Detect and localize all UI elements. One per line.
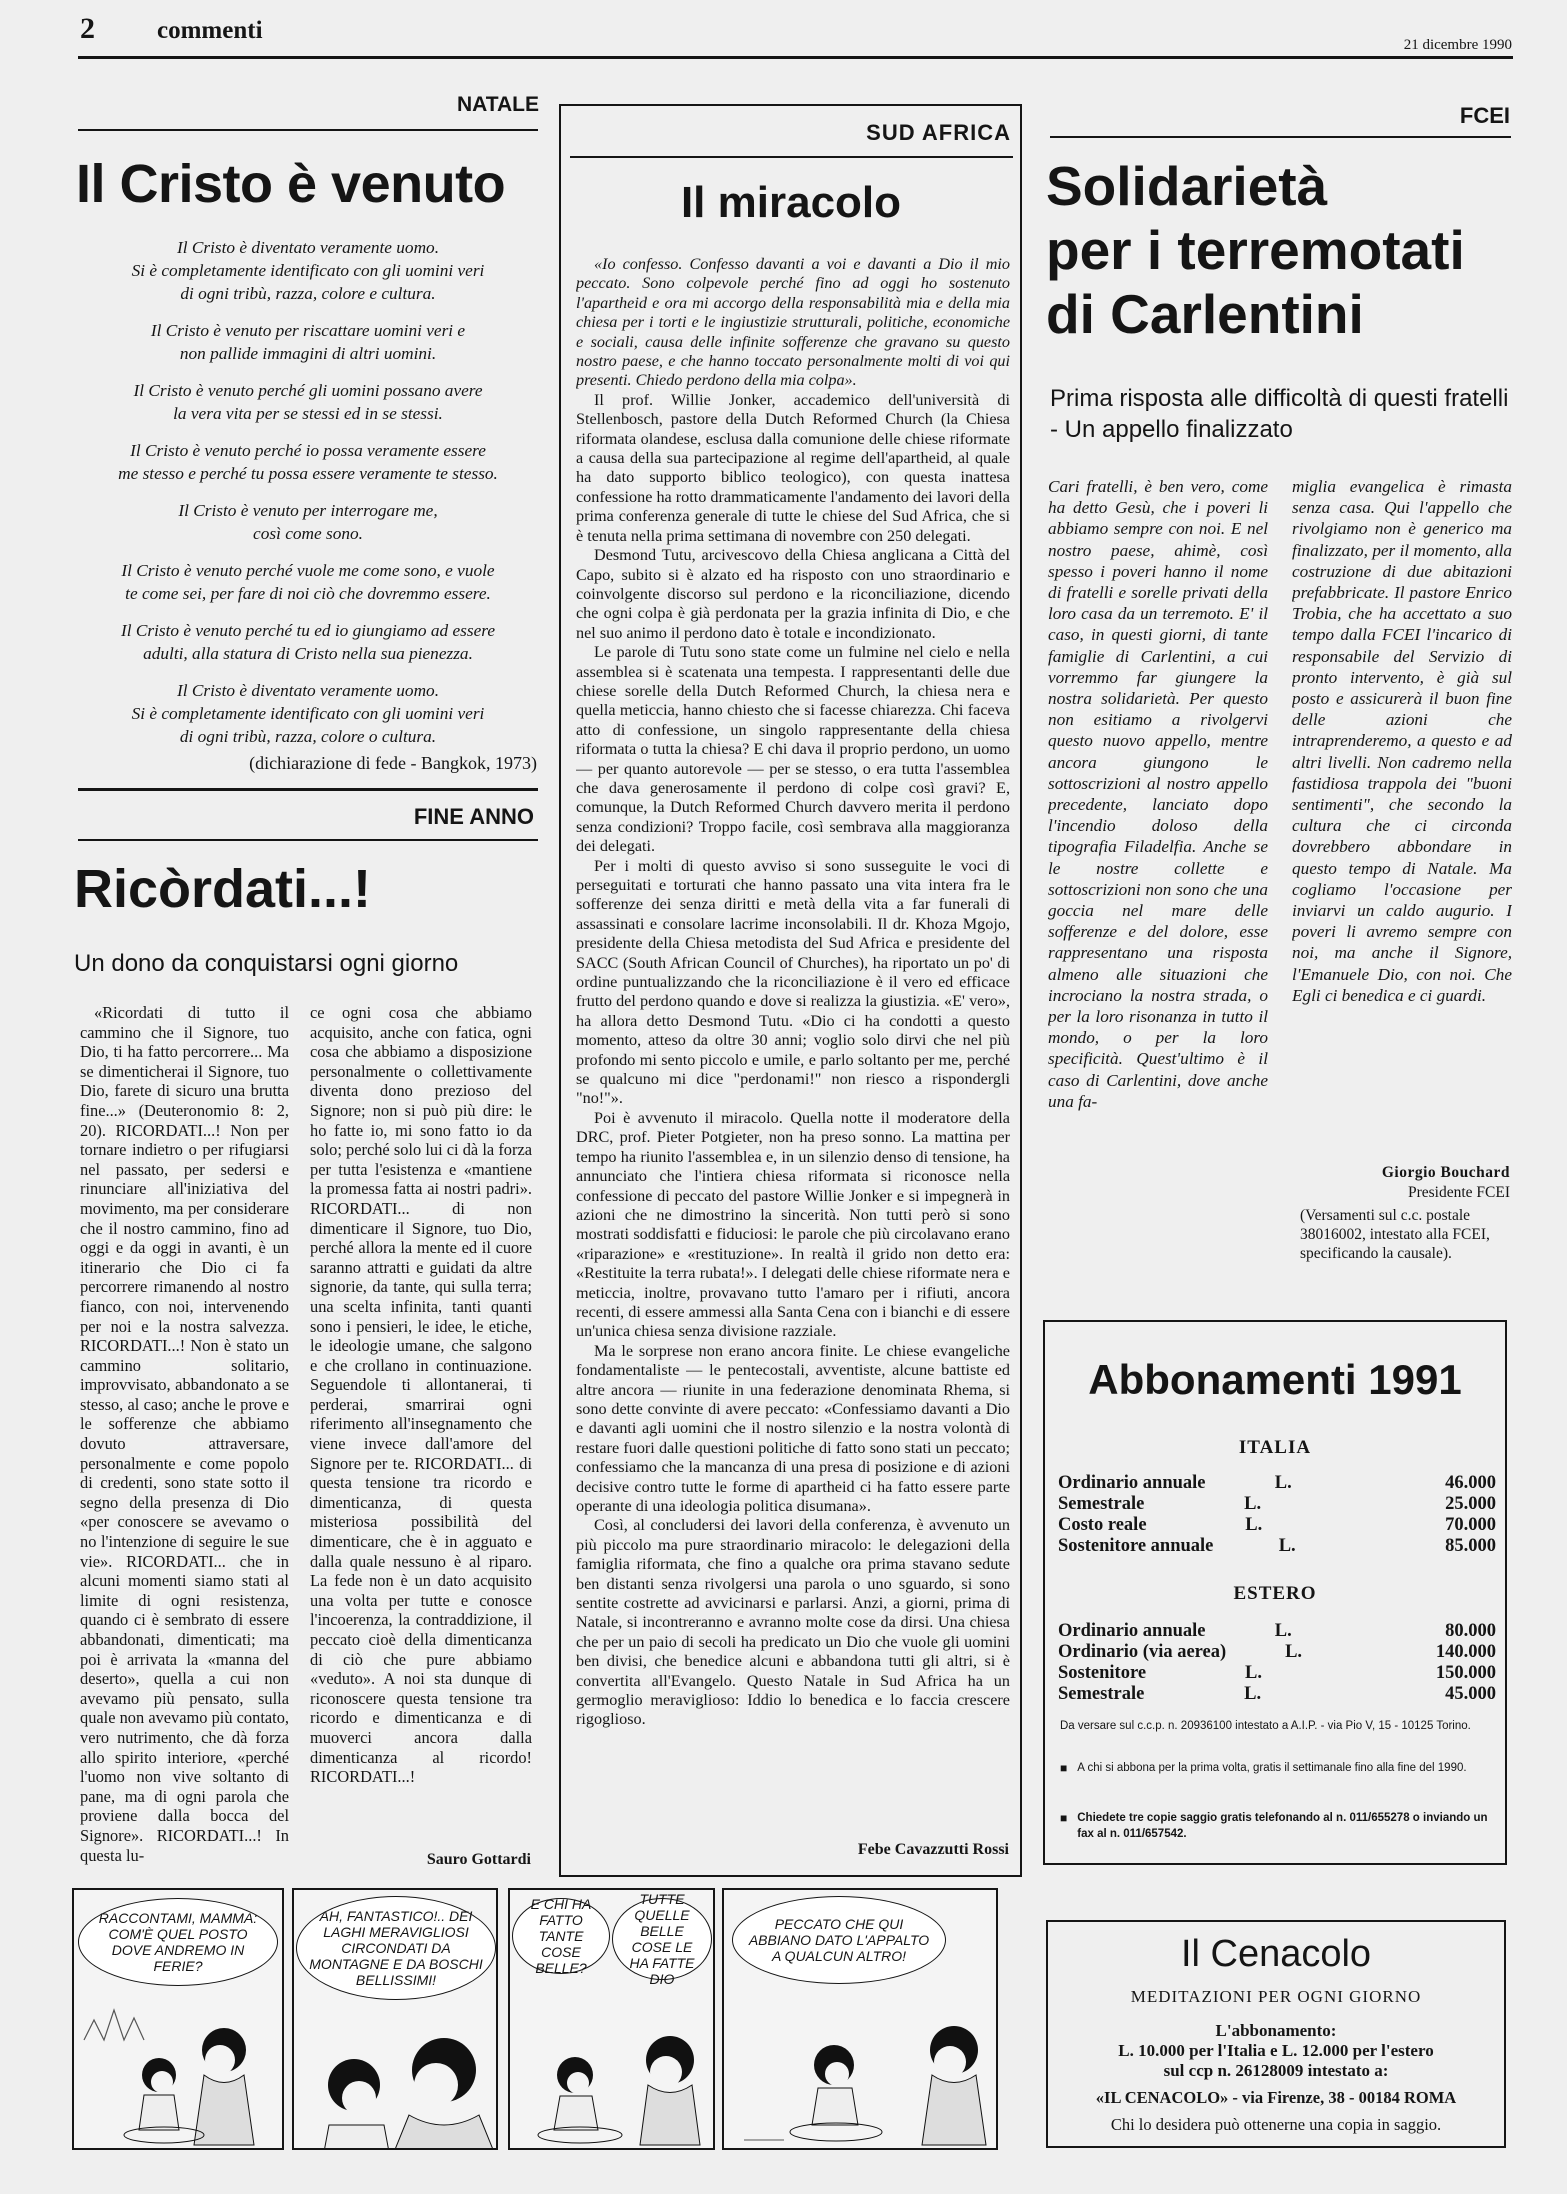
poem-line: Il Cristo è venuto perché io possa veramente essere bbox=[130, 441, 486, 460]
rule bbox=[78, 788, 538, 791]
rule bbox=[78, 129, 538, 131]
poem-line: la vera vita per se stessi ed in se stessi. bbox=[173, 404, 443, 423]
cenacolo-l5: Chi lo desidera può ottenerne una copia in saggio. bbox=[1110, 2115, 1442, 2134]
poem-line: non pallide immagini di altri uomini. bbox=[179, 344, 437, 363]
price-name: Ordinario annuale bbox=[1058, 1473, 1206, 1493]
cenacolo-title: Il Cenacolo bbox=[1180, 1933, 1372, 1975]
poem-stanza bbox=[74, 499, 542, 545]
bullet-icon: ■ bbox=[1060, 1761, 1068, 1775]
speech-bubble: AH, FANTASTICO!.. DEI LAGHI MERAVIGLIOSI CIRCONDATI DA MONTAGNE E DA BOSCHI BELLISSIMI! bbox=[296, 1896, 496, 2000]
rule bbox=[78, 839, 538, 841]
price-name: Semestrale bbox=[1058, 1494, 1145, 1514]
fine-anno-subtitle: Un dono da conquistarsi ogni giorno bbox=[74, 950, 459, 977]
masthead-rule bbox=[78, 56, 1513, 59]
natale-poem bbox=[74, 236, 542, 762]
article-paragraph: Le parole di Tutu sono state come un fulmine nel cielo e nella assemblea si è scatenata una tempesta. I rappresentanti delle due chiese sorelle della Dutch Reformed Church, la chiesa nera e quella meticcia, hanno chiesto che si facesse chiarezza. Chi faceva atto di confessione, un singolo rappresentante della chiesa riformata o tutta la chiesa? E chi dava il proprio perdono, un uomo — per quanto autorevole — per se stesso, o era tutta l'assemblea che dava generosamente il perdono di colpe così gravi? E, comunque, la Dutch Reformed Church davvero merita il perdono senza condizioni? Troppo facile, così sembrava alla maggioranza dei delegati. bbox=[576, 643, 1010, 856]
speech-bubble: E CHI HA FATTO TANTE COSE BELLE? bbox=[512, 1898, 610, 1974]
abbonamenti-note1: ■ A chi si abbona per la prima volta, gratis il settimanale fino alla fine del 1990. bbox=[1060, 1761, 1467, 1775]
price-cur: L. bbox=[1245, 1515, 1263, 1535]
fine-anno-kicker: FINE ANNO bbox=[413, 804, 534, 829]
fine-anno-col2: ce ogni cosa che abbiamo acquisito, anche con fatica, ogni cosa che abbiamo a disposizione personalmente o collettivamente diventa dono prezioso del Signore; non si può più dire: le ho fatte io, mi sono fatto io da solo; perché solo lui ci dà la forza per tutta l'esistenza e «mantiene la promessa fatta ai nostri padri». RICORDATI... di non dimenticare il Signore, tuo Dio, perché allora la mente ed il cuore saranno attratti e guidati da altre signorie, da tante, qui sulla terra; una scelta infinita, tanti quanti sono i pensieri, le idee, le etiche, le ideologie umane, che salgono e che crollano in continuazione. Seguendole ti allontanerai, ti perderai, smarrirai ogni riferimento all'insegnamento che viene invece dall'amore del Signore per te. RICORDATI... di questa tensione tra ricordo e dimenticanza, di questa misteriosa possibilità del dimenticare, che è in agguato e dalla quale nessuno è al riparo. La fede non è un dato acquisito una volta per tutte e conosce l'incoerenza, la contraddizione, il peccato cioè della dimenticanza di ciò che pure abbiamo «veduto». A noi sta dunque di riconoscere questa tensione tra ricordo e dimenticanza e di muoverci ancora dalla dimenticanza al ricordo! RICORDATI...! bbox=[310, 1003, 532, 1787]
poem-line: Il Cristo è venuto perché gli uomini possano avere bbox=[133, 381, 483, 400]
poem-line: me stesso e perché tu possa essere veramente te stesso. bbox=[118, 464, 498, 483]
estero-prices bbox=[1058, 1621, 1496, 1705]
cenacolo-l2: L. 10.000 per l'Italia e L. 12.000 per l'estero bbox=[1118, 2041, 1434, 2060]
price-row bbox=[1058, 1663, 1496, 1684]
natale-source: (dichiarazione di fede - Bangkok, 1973) bbox=[249, 753, 537, 773]
price-row bbox=[1058, 1473, 1496, 1494]
price-price: 46.000 bbox=[1445, 1473, 1496, 1493]
price-price: 25.000 bbox=[1445, 1494, 1496, 1514]
price-price: 80.000 bbox=[1445, 1621, 1496, 1641]
fcei-col1: Cari fratelli, è ben vero, come ha detto Gesù, che i poveri li abbiamo sempre con noi. E nel nostro paese, ahimè, così spesso i poveri hanno il nome di fratelli e sorelle privati della loro casa da un terremoto. E' il caso, in questi giorni, di tante famiglie di Carlentini, a cui vorremmo far giungere la nostra solidarietà. Per questo non esitiamo a rivolgervi questo nuovo appello, mentre ancora giungono le sottoscrizioni al nostro appello precedente, lanciato dopo l'incendio doloso della tipografia Filadelfia. Anche se le nostre collette e sottoscrizioni non sono che una goccia nel mare delle sofferenze e del dolore, esse rappresentano una risposta almeno alle situazioni che incrociano la nostra strada, o per la loro risonanza in tutto il mondo, o per la loro specificità. Quest'ultimo è il caso di Carlentini, dove anche una fa- bbox=[1048, 477, 1268, 1111]
italia-label: ITALIA bbox=[1238, 1437, 1312, 1458]
poem-line: Il Cristo è diventato veramente uomo. bbox=[176, 681, 440, 700]
article-paragraph: Desmond Tutu, arcivescovo della Chiesa anglicana a Città del Capo, subito si è alzato ed ha risposto con uno straordinario e coinvolgente discorso sul perdono e la riconciliazione, dicendo che ogni colpa è già perdonata per la grazia infinita di Dio, e che nel suo animo il perdono dato è totale e incondizionato. bbox=[576, 546, 1010, 642]
comic-panel-3 bbox=[508, 1888, 715, 2150]
article-paragraph: Per i molti di questo avviso si sono susseguite le voci di perseguitati e torturati che hanno passato una vita intera fra le sofferenze dei senza diritti e metà della vita a far funerali di assassinati e consolare lacrime inconsolabili. Il dr. Khoza Mgojo, presidente della Chiesa metodista del Sud Africa e presidente del SACC (South African Council of Churches), ha riportato un po' di ordine puntualizzando che la riconciliazione è il vero ed efficace frutto del perdono quando e dove si realizza la giustizia. «E' vero», ha allora detto Desmond Tutu. «Dio ci ha condotti a questo momento, atteso da oltre 30 anni; voglio solo dirvi che nel più profondo mi sento piccolo e umile, e parlo soltanto per me, perché se qualcuno mi dice "perdonami!" non riesco a rispondergli "no!"». bbox=[576, 856, 1010, 1108]
rule bbox=[570, 156, 1013, 158]
price-name: Ordinario (via aerea) bbox=[1058, 1642, 1227, 1662]
poem-stanza bbox=[74, 439, 542, 485]
sud-africa-signature: Febe Cavazzutti Rossi bbox=[857, 1841, 1009, 1858]
article-paragraph: Il prof. Willie Jonker, accademico dell'università di Stellenbosch, pastore della Dutch Reformed Church (la Chiesa riformata olandese, esclusa dalla comunione delle chiese riformate a causa della sua partecipazione al regime dell'apartheid, al quale ha dato supporto biblico teologico), con questa inattesa confessione ha rotto drammaticamente l'andamento dei lavori della prima conferenza generale di tutte le chiese del Sud Africa, che si è tenuta nella prima settimana di novembre con 250 delegati. bbox=[576, 390, 1010, 545]
fcei-kicker: FCEI bbox=[1459, 103, 1510, 128]
price-price: 150.000 bbox=[1435, 1663, 1496, 1683]
price-price: 140.000 bbox=[1435, 1642, 1496, 1662]
article-paragraph: Ma le sorprese non erano ancora finite. Le chiese evangeliche fondamentaliste — le pentecostali, avventiste, alcune battiste ed altre ancora — riunite in una federazione denominata Rhema, si sono dette convinte di avere peccato: «Confessiamo davanti a Dio e davanti agli uomini che il nostro silenzio e la nostra volontà di restare fuori dalle questioni politiche di fatto sono stati un peccato; confessiamo che la mancanza di una presa di posizione e di azioni decisive contro tutte le forme di apartheid ci ha fatto essere parte operante di una ideologia politica disumana». bbox=[576, 1341, 1010, 1515]
mother-child-drawing bbox=[294, 1890, 498, 2150]
poem-stanza bbox=[74, 236, 542, 305]
fine-anno-col1: «Ricordati di tutto il cammino che il Signore, tuo Dio, ti ha fatto percorrere... Ma se dimenticherai il Signore, tuo Dio, farete di sicuro una brutta fine...» (Deuteronomio 8: 2, 20). RICORDATI...! Non per tornare indietro o per rifugiarsi nel passato, per sedersi e rinunciare all'iniziativa del movimento, ma per considerare che il nostro cammino, fino ad oggi e da oggi in avanti, è un itinerario che Dio ci fa percorrere rimanendo al nostro fianco, con noi, intervenendo per noi e la nostra salvezza. RICORDATI...! Non è stato un cammino solitario, improvvisato, abbandonato a se stesso, al caso; anche le prove e le sofferenze che abbiamo dovuto attraversare, personalmente e come popolo di credenti, sono state sotto il segno della presenza di Dio «per conoscere se avevamo o no l'intenzione di seguire le sue vie». RICORDATI... che in alcuni momenti siamo stati al limite di ogni resistenza, quando ci è sembrato di essere abbandonati, dimenticati; ma poi è arrivata la «manna del deserto», quella a cui non avevamo più pensato, sulla quale non avevamo più contato, vero nutrimento, che dà forza allo spirito interiore, «perché l'uomo non vive soltanto di pane, ma di ogni parola che proviene dalla bocca del Signore». RICORDATI...! In questa lu- bbox=[80, 1003, 289, 1865]
price-cur: L. bbox=[1245, 1663, 1262, 1683]
abbonamenti-title: Abbonamenti 1991 bbox=[1088, 1356, 1462, 1403]
poem-stanza bbox=[74, 559, 542, 605]
speech-bubble: RACCONTAMI, MAMMA: COM'È QUEL POSTO DOVE ANDREMO IN FERIE? bbox=[78, 1898, 278, 1986]
poem-stanza bbox=[74, 619, 542, 665]
mother-child-drawing bbox=[724, 1890, 998, 2150]
estero-label: ESTERO bbox=[1233, 1583, 1317, 1604]
price-row bbox=[1058, 1621, 1496, 1642]
speech-bubble: PECCATO CHE QUI ABBIANO DATO L'APPALTO A QUALCUN ALTRO! bbox=[732, 1896, 946, 1984]
poem-line: Il Cristo è venuto per interrogare me, bbox=[178, 501, 438, 520]
sud-africa-title: Il miracolo bbox=[680, 178, 902, 227]
price-row bbox=[1058, 1494, 1496, 1515]
poem-line: Il Cristo è venuto per riscattare uomini veri e bbox=[150, 321, 466, 340]
fcei-signature: Giorgio Bouchard bbox=[1381, 1164, 1510, 1181]
cenacolo-subtitle: MEDITAZIONI PER OGNI GIORNO bbox=[1130, 1987, 1422, 2006]
price-row bbox=[1058, 1515, 1496, 1536]
section-name: commenti bbox=[157, 17, 263, 44]
poem-line: te come sei, per fare di noi ciò che dovremmo essere. bbox=[125, 584, 491, 603]
price-name: Sostenitore annuale bbox=[1058, 1536, 1214, 1556]
mother-child-drawing bbox=[74, 1890, 284, 2150]
poem-stanza bbox=[74, 319, 542, 365]
poem-line: Il Cristo è diventato veramente uomo. bbox=[176, 238, 440, 257]
title-line: Solidarietà bbox=[1046, 155, 1328, 217]
natale-title: Il Cristo è venuto bbox=[76, 154, 506, 214]
abbonamenti-payment: Da versare sul c.c.p. n. 20936100 intestato a A.I.P. - via Pio V, 15 - 10125 Torino. bbox=[1060, 1720, 1471, 1732]
price-cur: L. bbox=[1285, 1642, 1303, 1662]
fcei-note: (Versamenti sul c.c. postale 38016002, intestato alla FCEI, specificando la causale). bbox=[1300, 1207, 1490, 1262]
price-name: Semestrale bbox=[1058, 1684, 1145, 1704]
price-row bbox=[1058, 1536, 1496, 1557]
poem-line: così come sono. bbox=[253, 524, 363, 543]
poem-line: di ogni tribù, razza, colore e cultura. bbox=[180, 284, 436, 303]
comic-panel-1 bbox=[72, 1888, 284, 2150]
abbonamenti-note2: ■ Chiedete tre copie saggio gratis telefonando al n. 011/655278 o inviando un fax al n. 011/657542. bbox=[1060, 1811, 1488, 1840]
title-line: per i terremotati bbox=[1046, 219, 1465, 281]
article-paragraph: Così, al concludersi dei lavori della conferenza, è avvenuto un più piccolo ma pure straordinario miracolo: le delegazioni della famiglia riformata, che fino a qualche ora prima stavano sedute ben distanti senza rivolgersi una parola o uno sguardo, si sono sentite costrette ad avvicinarsi e parlarsi. Anzi, a giorni, prima di Natale, si incontreranno e avranno molte cose da dirsi. Una chiesa che per un paio di secoli ha predicato un Dio che vuole gli uomini ben divisi, che benedice alcuni e abbandona tutti gli altri, si è convertita all'Evangelo. Questo Natale in Sud Africa ha un germoglio meraviglioso: Iddio lo benedica e lo faccia crescere rigoglioso. bbox=[576, 1516, 1010, 1729]
article-paragraph: Poi è avvenuto il miracolo. Quella notte il moderatore della DRC, prof. Pieter Potgieter, non ha preso sonno. La mattina per tempo ha riunito l'assemblea e, in un silenzio denso di tensione, ha annunciato che l'intiera chiesa riformata si riconosce nella confessione di peccato del pastore Willie Jonker e si impegnerà in azioni che ne dimostrino la sincerità. Non tutti però si sono mostrati soddisfatti e fiduciosi: le parole che più circolavano erano «riparazione» e «restituzione». In realtà il grido non detto era: «Restituite la terra rubata!». I delegati delle chiese riformate nera e meticcia, inoltre, provavano tutto l'amaro per i rifiuti, ancora recenti, di essere ammessi alla Santa Cena con i bianchi e di essere un'unica chiesa senza divisione razziale. bbox=[576, 1108, 1010, 1341]
fcei-signature-role: Presidente FCEI bbox=[1407, 1184, 1510, 1201]
fcei-subtitle: Prima risposta alle difficoltà di questi fratelli - Un appello finalizzato bbox=[1050, 385, 1509, 443]
sud-africa-kicker: SUD AFRICA bbox=[866, 120, 1011, 145]
cenacolo-l3: sul ccp n. 26128009 intestato a: bbox=[1163, 2061, 1389, 2080]
price-name: Ordinario annuale bbox=[1058, 1621, 1206, 1641]
price-row bbox=[1058, 1642, 1496, 1663]
fine-anno-signature: Sauro Gottardi bbox=[426, 1851, 531, 1868]
poem-line: Si è completamente identificato con gli uomini veri bbox=[131, 261, 485, 280]
sud-africa-article: «Io confesso. Confesso davanti a voi e davanti a Dio il mio peccato. Sono colpevole perché fino ad oggi ho sostenuto l'apartheid e ora mi accorgo della responsabilità mia e della mia chiesa per i torti e le ingiustizie strutturali, politiche, economiche e sociali, causa delle infinite sofferenze che gravano su questo nostro paese, e che hanno toccato personalmente molti di voi qui presenti. Chiedo perdono della mia colpa». Il prof. Willie Jonker, accademico dell'università di Stellenbosch, pastore della Dutch Reformed Church (la Chiesa riformata olandese, esclusa dalla comunione delle chiese riformate a causa della sua partecipazione al regime dell'apartheid, al quale ha dato supporto biblico teologico), con questa inattesa confessione ha rotto drammaticamente l'andamento dei lavori della prima conferenza generale di tutte le chiese del Sud Africa, che si è tenuta nella prima settimana di novembre con 250 delegati. Desmond Tutu, arcivescovo della Chiesa anglicana a Città del Capo, subito si è alzato ed ha risposto con uno straordinario e coinvolgente discorso sul perdono e la riconciliazione, dicendo che ogni colpa è già perdonata per la grazia infinita di Dio, e che nel suo animo il perdono dato è totale e incondizionato. Le parole di Tutu sono state come un fulmine nel cielo e nella assemblea si è scatenata una tempesta. I rappresentanti delle due chiese sorelle della Dutch Reformed Church, la chiesa nera e quella meticcia, hanno chiesto che si facesse chiarezza. Chi faceva atto di confessione, un singolo rappresentante della chiesa riformata o tutta la chiesa? E chi dava il proprio perdono, un uomo — per quanto autorevole — per se stesso, o era tutta l'assemblea che dava generosamente il perdono di colpe così gravi? E, comunque, la Dutch Reformed Church davvero merita il perdono senza condizioni? Troppo facile, così sembrava alla maggioranza dei delegati. Per i molti di questo avviso si sono susseguite le voci di perseguitati e torturati che hanno passato una vita intera fra le sofferenze dei senza diritti e metà della vita a far funerali di assassinati e consolare lacrime inconsolabili. Il dr. Khoza Mgojo, presidente della Chiesa metodista del Sud Africa e presidente del SACC (South African Council of Churches), ha riportato un po' di ordine puntualizzando che la riconciliazione è il vero ed efficace frutto del perdono quando e dove si realizza la giustizia. «E' vero», ha allora detto Desmond Tutu. «Dio ci ha condotti a questo momento, atteso da oltre 30 anni; voglio solo dirvi che nel più profondo mi sento piccolo e umile, e parlo soltanto per me, perché se qualcuno mi dice "perdonami!" non riesco a rispondergli "no!"». Poi è avvenuto il miracolo. Quella notte il moderatore della DRC, prof. Pieter Potgieter, non ha preso sonno. La mattina per tempo ha riunito l'assemblea e, in un silenzio denso di tensione, ha annunciato che l'intiera chiesa riformata si riconosce nella confessione di peccato del pastore Willie Jonker e si impegnerà in azioni che ne dimostrino la sincerità. Non tutti però si sono mostrati soddisfatti e fiduciosi: le parole che più circolavano erano «riparazione» e «restituzione». In realtà il grido non detto era: «Restituite la terra rubata!». I delegati delle chiese riformate nera e meticcia, inoltre, provavano tutto l'amaro per i rifiuti, ancora recenti, di essere ammessi alla Santa Cena con i bianchi e di essere un'unica chiesa senza divisione razziale. Ma le sorprese non erano ancora finite. Le chiese evangeliche fondamentaliste — le pentecostali, avventiste, alcune battiste ed altre ancora — riunite in una federazione denominata Rhema, si sono dette convinte di avere peccato: «Confessiamo davanti a Dio e davanti agli uomini che il nostro silenzio e la nostra volontà di restare fuori dalle questioni politiche di fatto sono stati un peccato; confessiamo che la mancanza di una presa di posizione e di azioni decisive contro tutte le forme di apartheid ci ha fatto essere parte operante di una ideologia politica disumana». Così, al concludersi dei lavori della conferenza, è avvenuto un più piccolo ma pure straordinario miracolo: le delegazioni della famiglia riformata, che fino a qualche ora prima stavano sedute ben distanti senza rivolgersi una parola o uno sguardo, si sono sentite costrette ad avvicinarsi e parlarsi. Anzi, a giorni, prima di Natale, si incontreranno e avranno molte cose da dirsi. Una chiesa che per un paio di secoli ha predicato un Dio che vuole gli uomini ben divisi, che benedice alcuni e abbandona tutti gli altri, si è convertita all'Evangelo. Questo Natale in Sud Africa ha un germoglio meraviglioso: Iddio lo benedica e lo faccia crescere rigoglioso. bbox=[576, 255, 1010, 1729]
price-name: Costo reale bbox=[1058, 1515, 1147, 1535]
price-cur: L. bbox=[1278, 1536, 1296, 1556]
poem-line: di ogni tribù, razza, colore o cultura. bbox=[179, 727, 437, 746]
price-cur: L. bbox=[1244, 1684, 1262, 1704]
issue-date: 21 dicembre 1990 bbox=[1403, 37, 1512, 53]
page-number: 2 bbox=[80, 12, 95, 45]
poem-line: adulti, alla statura di Cristo nella sua pienezza. bbox=[143, 644, 473, 663]
fcei-col2: miglia evangelica è rimasta senza casa. Qui l'appello che rivolgiamo non è generico ma finalizzato, per il momento, alla costruzione di due abitazioni prefabbricate. Il pastore Enrico Trobia, che ha accettato a suo tempo dalla FCEI l'incarico di responsabile del Servizio di pronto intervento, è già sul posto e assicurerà il buon fine delle azioni che intraprenderemo, a questo e ad altri livelli. Non cadremo nella fastidiosa trappola dei "buoni sentimenti", che secondo la cultura che ci circonda dovrebbero abbondare in questo tempo di Natale. Ma cogliamo l'occasione per inviarvi un caldo augurio. I poveri li avremo sempre con noi, ma anche il Signore, l'Emanuele Dio, con noi. Che Egli ci benedica e ci guardi. bbox=[1292, 477, 1512, 1005]
price-name: Sostenitore bbox=[1058, 1663, 1147, 1683]
poem-line: Il Cristo è venuto perché vuole me come sono, e vuole bbox=[121, 561, 495, 580]
comic-panel-2 bbox=[292, 1888, 498, 2150]
bullet-icon: ■ bbox=[1060, 1811, 1068, 1825]
poem-line: Il Cristo è venuto perché tu ed io giungiamo ad essere bbox=[120, 621, 496, 640]
price-cur: L. bbox=[1274, 1473, 1292, 1493]
natale-kicker: NATALE bbox=[456, 93, 539, 116]
speech-bubble: TUTTE QUELLE BELLE COSE LE HA FATTE DIO bbox=[612, 1898, 712, 1980]
price-price: 85.000 bbox=[1445, 1536, 1496, 1556]
italia-prices bbox=[1058, 1473, 1496, 1557]
mother-child-drawing bbox=[510, 1890, 715, 2150]
fine-anno-title: Ricòrdati...! bbox=[74, 859, 372, 919]
price-cur: L. bbox=[1274, 1621, 1292, 1641]
price-row bbox=[1058, 1684, 1496, 1705]
rule bbox=[1050, 136, 1511, 138]
price-cur: L. bbox=[1244, 1494, 1262, 1514]
poem-stanza bbox=[74, 379, 542, 425]
poem-line: Si è completamente identificato con gli uomini veri bbox=[131, 704, 485, 723]
comic-panel-4 bbox=[722, 1888, 998, 2150]
fcei-title bbox=[1046, 154, 1465, 346]
price-price: 70.000 bbox=[1445, 1515, 1496, 1535]
cenacolo-l1: L'abbonamento: bbox=[1215, 2021, 1337, 2040]
cenacolo-l4: «IL CENACOLO» - via Firenze, 38 - 00184 ROMA bbox=[1095, 2088, 1457, 2107]
price-price: 45.000 bbox=[1445, 1684, 1496, 1704]
poem-stanza bbox=[74, 679, 542, 748]
title-line: di Carlentini bbox=[1046, 283, 1364, 345]
